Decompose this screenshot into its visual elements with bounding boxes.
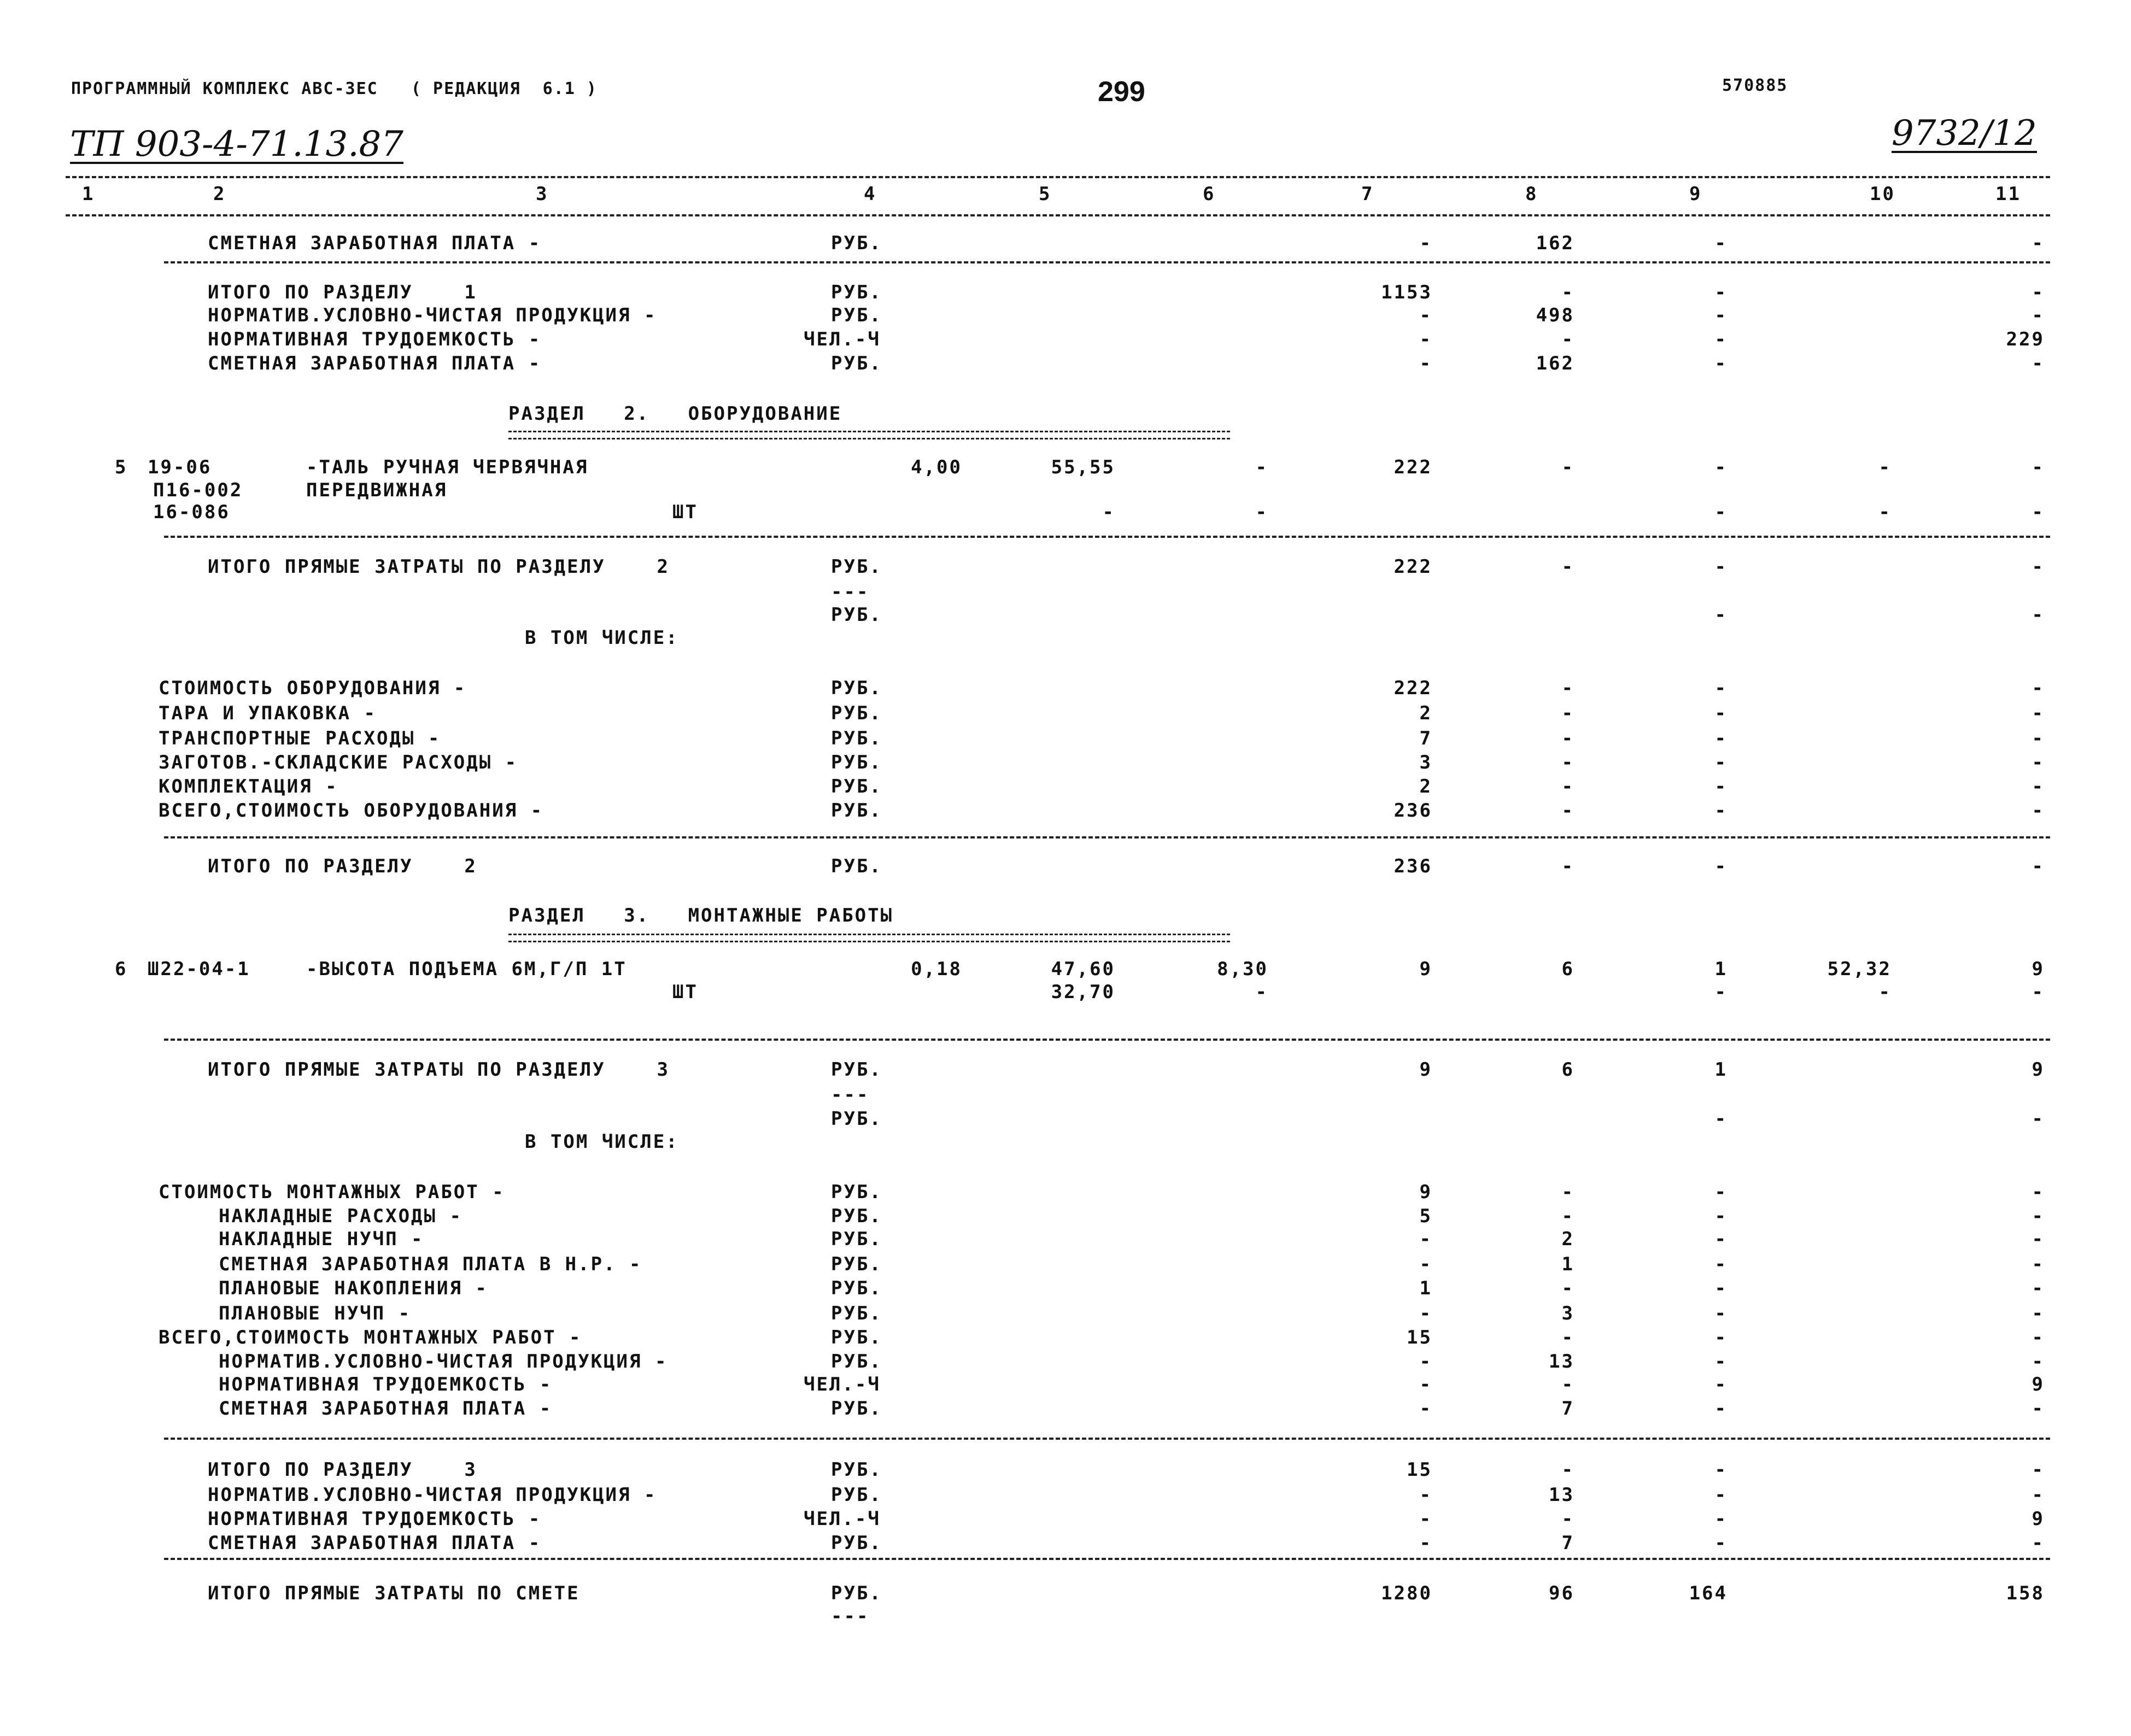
col-7-value: 15 <box>1407 1459 1432 1481</box>
section-underline <box>508 934 1230 942</box>
unit-cell: РУБ. <box>831 556 882 578</box>
col-8-value: - <box>1561 1277 1574 1299</box>
col-9-value: - <box>1714 456 1728 478</box>
column-number: 3 <box>536 183 549 205</box>
col-10-value: 52,32 <box>1827 958 1892 980</box>
col-11-value: - <box>2032 1277 2045 1299</box>
unit-cell: ЧЕЛ.-Ч <box>804 1374 881 1395</box>
col-8-value: - <box>1561 329 1574 350</box>
col-8-value: - <box>1561 1205 1574 1227</box>
col-7-value: 5 <box>1419 1205 1432 1227</box>
col-7-value: - <box>1419 1532 1432 1554</box>
col-7-value: - <box>1419 353 1432 374</box>
col-7-value: 2 <box>1419 702 1432 724</box>
col-7-value: 9 <box>1419 1181 1432 1203</box>
col-7-value: 1280 <box>1381 1582 1432 1604</box>
row-label: НОРМАТИВ.УСЛОВНО-ЧИСТАЯ ПРОДУКЦИЯ - <box>208 1484 657 1506</box>
page-number: 299 <box>1098 76 1145 108</box>
unit-cell: ШТ <box>672 501 698 523</box>
norm-code: Ш22-04-1 <box>148 958 250 980</box>
col-5-value: 32,70 <box>1051 981 1115 1003</box>
row-label: НАКЛАДНЫЕ НУЧП - <box>219 1228 424 1250</box>
row-label: ТАРА И УПАКОВКА - <box>159 702 377 724</box>
col-9-value: 1 <box>1714 958 1728 980</box>
col-5-value: 55,55 <box>1051 456 1115 478</box>
col-8-value: - <box>1561 776 1574 797</box>
col-8-value: 6 <box>1561 958 1574 980</box>
row-label: СМЕТНАЯ ЗАРАБОТНАЯ ПЛАТА В Н.Р. - <box>219 1253 642 1275</box>
unit-cell: РУБ. <box>831 752 882 773</box>
col-7-value: - <box>1419 329 1432 350</box>
unit-cell: --- <box>831 1084 870 1106</box>
col-8-value: 6 <box>1561 1059 1574 1081</box>
col-7-value: 9 <box>1419 958 1432 980</box>
col-8-value: - <box>1561 1374 1574 1395</box>
col-11-value: - <box>2032 1253 2045 1275</box>
row-label: КОМПЛЕКТАЦИЯ - <box>159 776 338 797</box>
unit-cell: РУБ. <box>831 855 882 877</box>
rule <box>164 836 2050 838</box>
col-9-value: - <box>1714 501 1728 523</box>
col-8-value: - <box>1561 281 1574 303</box>
col-9-value: - <box>1714 1398 1728 1420</box>
row-label: СТОИМОСТЬ ОБОРУДОВАНИЯ - <box>159 677 467 699</box>
row-label: НАКЛАДНЫЕ РАСХОДЫ - <box>219 1205 463 1227</box>
column-number: 4 <box>864 183 877 205</box>
col-8-value: 162 <box>1536 353 1574 374</box>
col-9-value: 164 <box>1689 1582 1728 1604</box>
handwritten-sheet-ref: 9732/12 <box>1892 113 2037 154</box>
row-label: ПЛАНОВЫЕ НУЧП - <box>219 1303 412 1324</box>
col-7-value: - <box>1419 1508 1432 1530</box>
unit-cell: РУБ. <box>831 353 882 374</box>
row-label: ПЕРЕДВИЖНАЯ <box>306 479 448 501</box>
col-9-value: - <box>1714 556 1728 578</box>
col-5-value: - <box>1102 501 1115 523</box>
col-9-value: - <box>1714 702 1728 724</box>
col-11-value: - <box>2032 855 2045 877</box>
unit-cell: РУБ. <box>831 1327 882 1348</box>
unit-cell: РУБ. <box>831 728 882 749</box>
col-7-value: 236 <box>1394 855 1432 877</box>
row-label: НОРМАТИВ.УСЛОВНО-ЧИСТАЯ ПРОДУКЦИЯ - <box>219 1351 668 1373</box>
norm-code: 19-06 <box>148 456 212 478</box>
col-8-value: 498 <box>1536 304 1574 326</box>
col-7-value: 2 <box>1419 776 1432 797</box>
col-11-value: - <box>2032 281 2045 303</box>
unit-cell: РУБ. <box>831 677 882 699</box>
col-8-value: - <box>1561 1508 1574 1530</box>
row-label: ИТОГО ПРЯМЫЕ ЗАТРАТЫ ПО РАЗДЕЛУ 2 <box>208 556 670 578</box>
col-9-value: - <box>1714 232 1728 254</box>
col-11-value: - <box>2032 1108 2045 1130</box>
row-label: ТРАНСПОРТНЫЕ РАСХОДЫ - <box>159 728 441 749</box>
col-11-value: 9 <box>2032 1374 2045 1395</box>
col-11-value: - <box>2032 1181 2045 1203</box>
col-11-value: - <box>2032 456 2045 478</box>
col-11-value: - <box>2032 1303 2045 1324</box>
col-9-value: - <box>1714 1277 1728 1299</box>
col-7-value: - <box>1419 1484 1432 1506</box>
column-number: 8 <box>1525 183 1538 205</box>
column-number: 9 <box>1689 183 1702 205</box>
unit-cell: РУБ. <box>831 776 882 797</box>
col-10-value: - <box>1878 981 1892 1003</box>
unit-cell: РУБ. <box>831 1205 882 1227</box>
section-underline <box>508 431 1230 439</box>
unit-cell: ЧЕЛ.-Ч <box>804 329 881 350</box>
col-7-value: 7 <box>1419 728 1432 749</box>
rule <box>164 1039 2050 1041</box>
col-7-value: - <box>1419 232 1432 254</box>
col-9-value: - <box>1714 981 1728 1003</box>
col-11-value: - <box>2032 1484 2045 1506</box>
unit-cell: РУБ. <box>831 281 882 303</box>
col-8-value: - <box>1561 456 1574 478</box>
col-9-value: - <box>1714 800 1728 822</box>
col-8-value: - <box>1561 1181 1574 1203</box>
unit-cell: РУБ. <box>831 604 882 626</box>
unit-cell: РУБ. <box>831 304 882 326</box>
row-label: В ТОМ ЧИСЛЕ: <box>525 1131 679 1153</box>
col-9-value: - <box>1714 677 1728 699</box>
unit-cell: РУБ. <box>831 1398 882 1420</box>
row-label: ИТОГО ПО РАЗДЕЛУ 1 <box>208 281 477 303</box>
col-11-value: - <box>2032 800 2045 822</box>
unit-cell: РУБ. <box>831 232 882 254</box>
unit-cell: РУБ. <box>831 1582 882 1604</box>
col-9-value: - <box>1714 728 1728 749</box>
col-7-value: 222 <box>1394 677 1432 699</box>
section-heading: РАЗДЕЛ 2. ОБОРУДОВАНИЕ <box>508 403 842 425</box>
column-number: 11 <box>1995 183 2021 205</box>
row-label: ИТОГО ПО РАЗДЕЛУ 3 <box>208 1459 477 1481</box>
col-11-value: - <box>2032 501 2045 523</box>
col-11-value: - <box>2032 353 2045 374</box>
unit-cell: РУБ. <box>831 1253 882 1275</box>
col-9-value: - <box>1714 1508 1728 1530</box>
unit-cell: РУБ. <box>831 1108 882 1130</box>
col-7-value: - <box>1419 1253 1432 1275</box>
row-label: -ТАЛЬ РУЧНАЯ ЧЕРВЯЧНАЯ <box>306 456 589 478</box>
col-7-value: 9 <box>1419 1059 1432 1081</box>
row-label: СМЕТНАЯ ЗАРАБОТНАЯ ПЛАТА - <box>208 1532 542 1554</box>
col-11-value: - <box>2032 776 2045 797</box>
col-8-value: 13 <box>1549 1351 1574 1373</box>
col-9-value: - <box>1714 604 1728 626</box>
unit-cell: РУБ. <box>831 1351 882 1373</box>
norm-code: 16-086 <box>153 501 230 523</box>
col-6-value: - <box>1255 981 1268 1003</box>
col-11-value: - <box>2032 728 2045 749</box>
col-11-value: - <box>2032 1398 2045 1420</box>
document-code: 570885 <box>1722 76 1788 95</box>
col-9-value: - <box>1714 855 1728 877</box>
row-label: НОРМАТИВ.УСЛОВНО-ЧИСТАЯ ПРОДУКЦИЯ - <box>208 304 657 326</box>
col-11-value: - <box>2032 702 2045 724</box>
unit-cell: РУБ. <box>831 1277 882 1299</box>
col-8-value: 1 <box>1561 1253 1574 1275</box>
col-8-value: - <box>1561 556 1574 578</box>
column-number: 1 <box>82 183 95 205</box>
unit-cell: РУБ. <box>831 1459 882 1481</box>
col-11-value: 158 <box>2006 1582 2045 1604</box>
row-label: ВСЕГО,СТОИМОСТЬ ОБОРУДОВАНИЯ - <box>159 800 544 822</box>
col-7-value: 236 <box>1394 800 1432 822</box>
col-8-value: - <box>1561 1459 1574 1481</box>
col-9-value: - <box>1714 304 1728 326</box>
col-11-value: - <box>2032 752 2045 773</box>
position-number: 6 <box>115 958 128 980</box>
section-heading: РАЗДЕЛ 3. МОНТАЖНЫЕ РАБОТЫ <box>508 905 894 926</box>
col-11-value: 9 <box>2032 1059 2045 1081</box>
col-11-value: - <box>2032 1532 2045 1554</box>
position-number: 5 <box>115 456 128 478</box>
col-4-value: 4,00 <box>911 456 962 478</box>
unit-cell: РУБ. <box>831 1532 882 1554</box>
col-7-value: - <box>1419 1398 1432 1420</box>
row-label: НОРМАТИВНАЯ ТРУДОЕМКОСТЬ - <box>208 1508 542 1530</box>
col-11-value: - <box>2032 1351 2045 1373</box>
column-number: 2 <box>213 183 226 205</box>
unit-cell: --- <box>831 581 870 603</box>
unit-cell: РУБ. <box>831 1303 882 1324</box>
col-9-value: - <box>1714 1532 1728 1554</box>
col-9-value: 1 <box>1714 1059 1728 1081</box>
col-11-value: - <box>2032 304 2045 326</box>
row-label: СМЕТНАЯ ЗАРАБОТНАЯ ПЛАТА - <box>219 1398 553 1420</box>
col-11-value: 9 <box>2032 1508 2045 1530</box>
col-9-value: - <box>1714 752 1728 773</box>
norm-code: П16-002 <box>153 479 243 501</box>
column-number: 5 <box>1039 183 1052 205</box>
handwritten-doc-ref: ТП 903-4-71.13.87 <box>70 124 403 165</box>
row-label: СТОИМОСТЬ МОНТАЖНЫХ РАБОТ - <box>159 1181 505 1203</box>
row-label: ПЛАНОВЫЕ НАКОПЛЕНИЯ - <box>219 1277 488 1299</box>
col-11-value: - <box>2032 232 2045 254</box>
col-9-value: - <box>1714 1303 1728 1324</box>
column-number: 10 <box>1870 183 1895 205</box>
col-7-value: 1153 <box>1381 281 1432 303</box>
rule <box>164 261 2050 263</box>
col-11-value: - <box>2032 1459 2045 1481</box>
col-8-value: 96 <box>1549 1582 1574 1604</box>
col-9-value: - <box>1714 1351 1728 1373</box>
unit-cell: ЧЕЛ.-Ч <box>804 1508 881 1530</box>
col-9-value: - <box>1714 1108 1728 1130</box>
col-7-value: - <box>1419 1303 1432 1324</box>
col-11-value: - <box>2032 981 2045 1003</box>
col-4-value: 0,18 <box>911 958 962 980</box>
col-9-value: - <box>1714 1459 1728 1481</box>
col-8-value: - <box>1561 728 1574 749</box>
col-7-value: - <box>1419 1374 1432 1395</box>
col-11-value: - <box>2032 604 2045 626</box>
col-7-value: 3 <box>1419 752 1432 773</box>
col-8-value: 162 <box>1536 232 1574 254</box>
unit-cell: РУБ. <box>831 1484 882 1506</box>
rule <box>164 536 2050 538</box>
row-label: ИТОГО ПРЯМЫЕ ЗАТРАТЫ ПО РАЗДЕЛУ 3 <box>208 1059 670 1081</box>
col-9-value: - <box>1714 1228 1728 1250</box>
unit-cell: РУБ. <box>831 1228 882 1250</box>
col-8-value: 2 <box>1561 1228 1574 1250</box>
row-label: СМЕТНАЯ ЗАРАБОТНАЯ ПЛАТА - <box>208 232 542 254</box>
col-9-value: - <box>1714 353 1728 374</box>
col-9-value: - <box>1714 1181 1728 1203</box>
col-11-value: - <box>2032 556 2045 578</box>
unit-cell: РУБ. <box>831 1059 882 1081</box>
column-number: 7 <box>1361 183 1374 205</box>
row-label: ВСЕГО,СТОИМОСТЬ МОНТАЖНЫХ РАБОТ - <box>159 1327 582 1348</box>
col-8-value: 3 <box>1561 1303 1574 1324</box>
row-label: ИТОГО ПРЯМЫЕ ЗАТРАТЫ ПО СМЕТЕ <box>208 1582 580 1604</box>
col-10-value: - <box>1878 501 1892 523</box>
col-8-value: - <box>1561 855 1574 877</box>
col-8-value: - <box>1561 702 1574 724</box>
col-7-value: 15 <box>1407 1327 1432 1348</box>
col-9-value: - <box>1714 281 1728 303</box>
unit-cell: РУБ. <box>831 800 882 822</box>
row-label: ЗАГОТОВ.-СКЛАДСКИЕ РАСХОДЫ - <box>159 752 518 773</box>
col-9-value: - <box>1714 329 1728 350</box>
unit-cell: РУБ. <box>831 702 882 724</box>
col-7-value: 1 <box>1419 1277 1432 1299</box>
col-10-value: - <box>1878 456 1892 478</box>
col-5-value: 47,60 <box>1051 958 1115 980</box>
col-9-value: - <box>1714 1327 1728 1348</box>
row-label: НОРМАТИВНАЯ ТРУДОЕМКОСТЬ - <box>208 329 542 350</box>
col-8-value: - <box>1561 1327 1574 1348</box>
col-8-value: 7 <box>1561 1398 1574 1420</box>
row-label: -ВЫСОТА ПОДЪЕМА 6М,Г/П 1Т <box>306 958 627 980</box>
col-6-value: - <box>1255 501 1268 523</box>
unit-cell: ШТ <box>672 981 698 1003</box>
col-6-value: 8,30 <box>1217 958 1268 980</box>
col-11-value: 229 <box>2006 329 2045 350</box>
column-header-rule <box>66 214 2050 216</box>
col-7-value: 222 <box>1394 456 1432 478</box>
program-header: ПРОГРАММНЫЙ КОМПЛЕКС АВС-3ЕС ( РЕДАКЦИЯ 6.1 ) <box>71 79 598 98</box>
col-9-value: - <box>1714 1205 1728 1227</box>
col-6-value: - <box>1255 456 1268 478</box>
col-8-value: 7 <box>1561 1532 1574 1554</box>
header-rule <box>66 176 2050 178</box>
col-8-value: - <box>1561 677 1574 699</box>
col-9-value: - <box>1714 1484 1728 1506</box>
col-11-value: 9 <box>2032 958 2045 980</box>
col-9-value: - <box>1714 776 1728 797</box>
row-label: В ТОМ ЧИСЛЕ: <box>525 627 679 649</box>
col-11-value: - <box>2032 1327 2045 1348</box>
col-9-value: - <box>1714 1253 1728 1275</box>
col-8-value: - <box>1561 800 1574 822</box>
col-7-value: - <box>1419 1351 1432 1373</box>
col-7-value: - <box>1419 304 1432 326</box>
col-11-value: - <box>2032 1205 2045 1227</box>
col-8-value: 13 <box>1549 1484 1574 1506</box>
row-label: ИТОГО ПО РАЗДЕЛУ 2 <box>208 855 477 877</box>
col-9-value: - <box>1714 1374 1728 1395</box>
col-11-value: - <box>2032 1228 2045 1250</box>
rule <box>164 1438 2050 1440</box>
rule <box>164 1558 2050 1560</box>
col-11-value: - <box>2032 677 2045 699</box>
col-7-value: - <box>1419 1228 1432 1250</box>
col-8-value: - <box>1561 752 1574 773</box>
col-7-value: 222 <box>1394 556 1432 578</box>
unit-cell: --- <box>831 1605 870 1627</box>
column-number: 6 <box>1203 183 1216 205</box>
row-label: СМЕТНАЯ ЗАРАБОТНАЯ ПЛАТА - <box>208 353 542 374</box>
unit-cell: РУБ. <box>831 1181 882 1203</box>
row-label: НОРМАТИВНАЯ ТРУДОЕМКОСТЬ - <box>219 1374 553 1395</box>
